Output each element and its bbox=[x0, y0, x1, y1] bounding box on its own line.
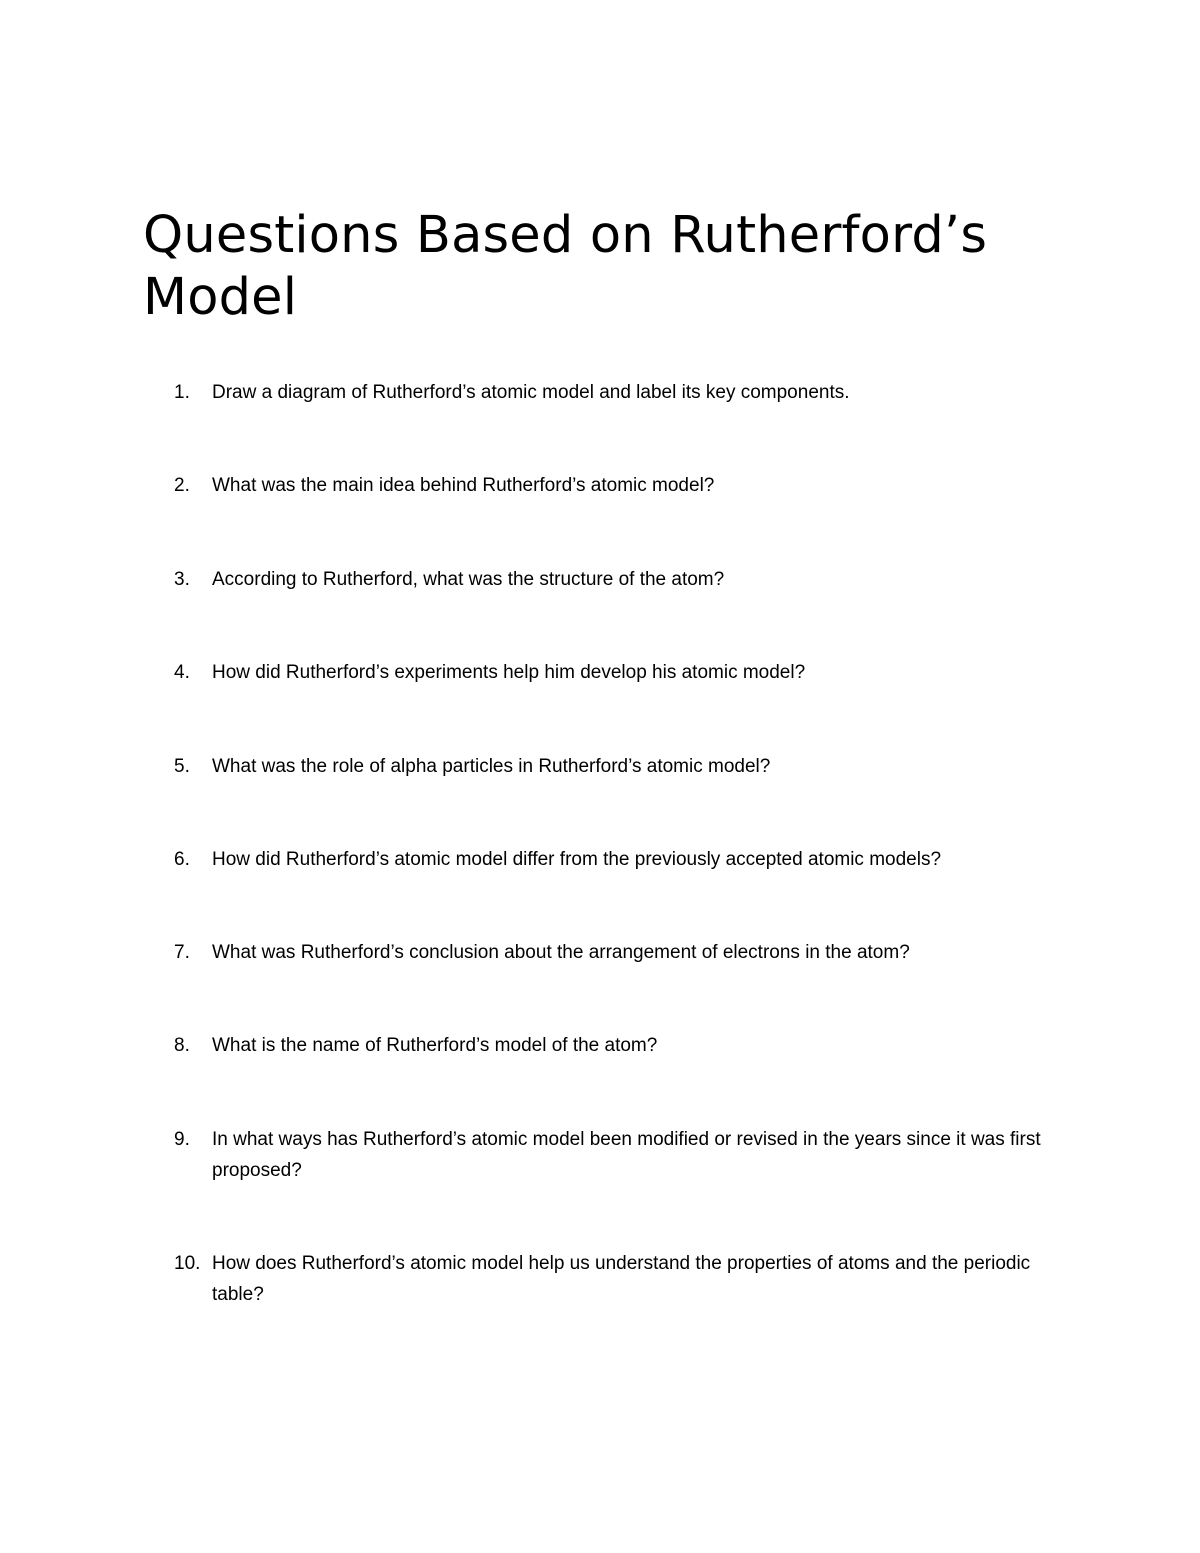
question-text: What was the role of alpha particles in Rutherford’s atomic model? bbox=[212, 756, 771, 777]
question-text: What is the name of Rutherford’s model of the atom? bbox=[212, 1035, 658, 1056]
list-item bbox=[174, 937, 1074, 968]
question-text: How did Rutherford’s atomic model differ from the previously accepted atomic models? bbox=[212, 849, 942, 870]
list-item bbox=[174, 377, 1074, 408]
question-number: 10. bbox=[174, 1253, 201, 1274]
question-text: Draw a diagram of Rutherford’s atomic model and label its key components. bbox=[212, 382, 850, 403]
question-number: 8. bbox=[174, 1035, 190, 1056]
question-number: 2. bbox=[174, 475, 190, 496]
question-number: 4. bbox=[174, 662, 190, 683]
list-item bbox=[174, 751, 1074, 782]
question-number: 3. bbox=[174, 569, 190, 590]
question-text: According to Rutherford, what was the structure of the atom? bbox=[212, 569, 725, 590]
question-number: 1. bbox=[174, 382, 190, 403]
list-item bbox=[174, 657, 1074, 688]
list-item bbox=[174, 1030, 1074, 1061]
question-number: 6. bbox=[174, 849, 190, 870]
question-number: 7. bbox=[174, 942, 190, 963]
question-number: 9. bbox=[174, 1129, 190, 1150]
list-item bbox=[174, 564, 1074, 595]
list-item bbox=[174, 1248, 1074, 1310]
question-number: 5. bbox=[174, 756, 190, 777]
page-title: Questions Based on Rutherford’s Model bbox=[143, 206, 988, 327]
question-text: In what ways has Rutherford’s atomic model been modified or revised in the years since it was first proposed? bbox=[212, 1129, 1041, 1181]
question-text: What was Rutherford’s conclusion about the arrangement of electrons in the atom? bbox=[212, 942, 910, 963]
question-text: What was the main idea behind Rutherford’s atomic model? bbox=[212, 475, 715, 496]
question-text: How does Rutherford’s atomic model help us understand the properties of atoms and the periodic table? bbox=[212, 1253, 1031, 1305]
list-item bbox=[174, 1124, 1074, 1186]
question-text: How did Rutherford’s experiments help him develop his atomic model? bbox=[212, 662, 806, 683]
list-item bbox=[174, 470, 1074, 501]
list-item bbox=[174, 844, 1074, 875]
